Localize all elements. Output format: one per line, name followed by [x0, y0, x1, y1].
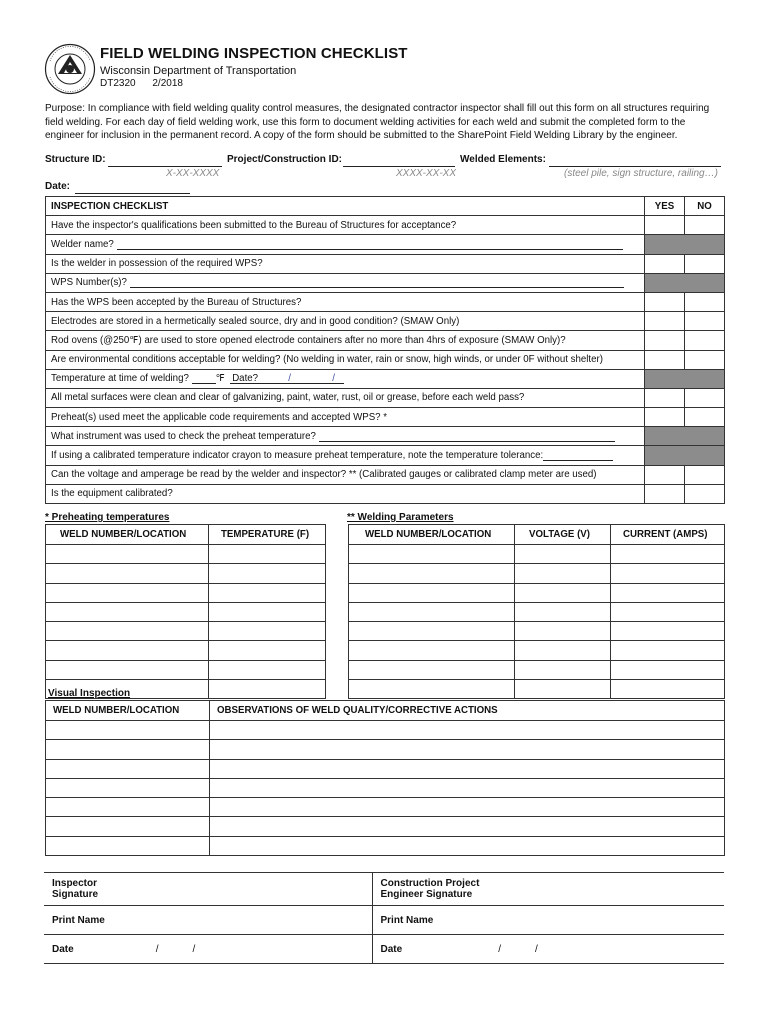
weld-location-cell[interactable]: [46, 641, 209, 660]
date-field[interactable]: [75, 182, 190, 194]
table-row: [46, 602, 326, 621]
engineer-print-name-field[interactable]: [372, 906, 724, 935]
checklist-row: [46, 273, 725, 292]
table-row: [46, 759, 725, 778]
table-row: [349, 622, 725, 641]
crayon-tolerance-field[interactable]: [543, 451, 613, 461]
welded-elements-hint: (steel pile, sign structure, railing…): [564, 168, 718, 179]
checklist-row: [46, 446, 725, 465]
date-slash: /: [288, 373, 291, 385]
shaded-cell: [645, 273, 725, 292]
structure-id-field[interactable]: [108, 155, 222, 167]
table-row: [349, 545, 725, 564]
yes-checkbox[interactable]: [645, 292, 685, 311]
checklist-row: [46, 254, 725, 273]
current-cell[interactable]: [611, 680, 725, 699]
table-row: [46, 817, 725, 836]
no-checkbox[interactable]: [685, 484, 725, 503]
visual-inspection-title: Visual Inspection: [48, 688, 131, 699]
voltage-header: VOLTAGE (V): [515, 525, 611, 545]
date-slash: /: [192, 943, 196, 955]
no-checkbox[interactable]: [685, 312, 725, 331]
welding-parameters-title: ** Welding Parameters: [347, 512, 454, 523]
date-question-label: Date?: [232, 373, 259, 385]
yes-checkbox[interactable]: [645, 216, 685, 235]
checklist-row: [46, 388, 725, 407]
checklist-question: Is the welder in possession of the required WPS?: [46, 254, 645, 273]
engineer-signature-field[interactable]: [372, 873, 724, 906]
date-slash: /: [498, 943, 501, 955]
checklist-question: [46, 235, 645, 254]
page-title: FIELD WELDING INSPECTION CHECKLIST: [100, 45, 408, 62]
table-row: [349, 564, 725, 583]
weld-location-header: WELD NUMBER/LOCATION: [46, 525, 209, 545]
checklist-row: [46, 427, 725, 446]
table-row: [46, 740, 725, 759]
weld-location-cell[interactable]: [46, 721, 210, 740]
weld-location-cell[interactable]: [46, 740, 210, 759]
fahrenheit-unit: ℉: [215, 373, 225, 385]
no-checkbox[interactable]: [685, 292, 725, 311]
yes-checkbox[interactable]: [645, 254, 685, 273]
inspection-checklist-table: [45, 196, 725, 504]
inspector-signature-label-1: Inspector: [52, 878, 98, 889]
weld-location-cell[interactable]: [46, 545, 209, 564]
print-name-label: Print Name: [52, 914, 105, 926]
checklist-question: Preheat(s) used meet the applicable code requirements and accepted WPS? *: [46, 408, 645, 427]
voltage-cell[interactable]: [515, 680, 611, 699]
current-header: CURRENT (AMPS): [611, 525, 725, 545]
temperature-date-field[interactable]: [230, 374, 344, 384]
checklist-question: All metal surfaces were clean and clear of galvanizing, paint, water, rust, oil or grease, before each weld pass?: [46, 388, 645, 407]
table-row: [46, 778, 725, 797]
table-row: [46, 798, 725, 817]
weld-location-cell[interactable]: [46, 778, 210, 797]
temperature-header: TEMPERATURE (F): [209, 525, 326, 545]
yes-checkbox[interactable]: [645, 331, 685, 350]
checklist-question: [46, 273, 645, 292]
checklist-question: [46, 427, 645, 446]
temperature-cell[interactable]: [209, 583, 326, 602]
observations-cell[interactable]: [210, 759, 725, 778]
preheat-instrument-field[interactable]: [319, 432, 615, 442]
welder-name-label: Welder name?: [51, 238, 114, 250]
observations-cell[interactable]: [210, 817, 725, 836]
checklist-question: Have the inspector's qualifications been submitted to the Bureau of Structures for acceptance?: [46, 216, 645, 235]
table-row: [349, 583, 725, 602]
shaded-cell: [645, 235, 725, 254]
yes-checkbox[interactable]: [645, 408, 685, 427]
table-row: [349, 660, 725, 679]
weld-location-cell[interactable]: [349, 641, 515, 660]
weld-location-cell[interactable]: [349, 660, 515, 679]
inspector-date-field[interactable]: [44, 935, 372, 964]
engineer-signature-label-1: Construction Project: [380, 878, 480, 889]
yes-checkbox[interactable]: [645, 465, 685, 484]
shaded-cell: [645, 369, 725, 388]
no-checkbox[interactable]: [685, 331, 725, 350]
temperature-cell[interactable]: [209, 602, 326, 621]
checklist-question: Electrodes are stored in a hermetically sealed source, dry and in good condition? (SMAW Only): [46, 312, 645, 331]
print-name-label: Print Name: [380, 914, 434, 926]
weld-location-cell[interactable]: [349, 622, 515, 641]
structure-id-hint: X-XX-XXXX: [166, 168, 220, 179]
preheating-title: * Preheating temperatures: [45, 512, 170, 523]
weld-location-cell[interactable]: [46, 602, 209, 621]
purpose-text: Purpose: In compliance with field welding quality control measures, the designated contractor inspector shall fill out this form on all structures requiring field welding. For each day of field welding work, use this form to document welding activities for each weld and submit the completed form to the engineer for inclusion in the permanent record. A copy of the form should be submitted to the SharePoint Field Welding Library by the engineer.: [45, 103, 710, 141]
preheating-table: [45, 524, 326, 699]
weld-location-cell[interactable]: [349, 583, 515, 602]
checklist-question: Are environmental conditions acceptable for welding? (No welding in water, rain or snow, high winds, or under 0F without shelter): [46, 350, 645, 369]
voltage-cell[interactable]: [515, 622, 611, 641]
yes-checkbox[interactable]: [645, 388, 685, 407]
inspector-signature-field[interactable]: [44, 873, 372, 906]
weld-location-cell[interactable]: [46, 759, 210, 778]
table-row: [46, 622, 326, 641]
engineer-date-field[interactable]: [372, 935, 724, 964]
table-row: [46, 545, 326, 564]
visual-inspection-table: [45, 700, 725, 856]
table-row: [349, 602, 725, 621]
date-row: [44, 935, 724, 964]
table-row: [46, 836, 725, 855]
visual-inspection-header-row: [46, 701, 725, 721]
no-header: NO: [685, 197, 725, 216]
table-row: [46, 660, 326, 679]
table-row: [46, 564, 326, 583]
table-row: [46, 721, 725, 740]
yes-checkbox[interactable]: [645, 350, 685, 369]
checklist-row: [46, 484, 725, 503]
no-checkbox[interactable]: [685, 408, 725, 427]
checklist-row: [46, 350, 725, 369]
welding-parameters-table: [348, 524, 725, 699]
weld-location-cell[interactable]: [349, 680, 515, 699]
weld-location-cell[interactable]: [46, 798, 210, 817]
shaded-cell: [645, 427, 725, 446]
observations-cell[interactable]: [210, 798, 725, 817]
observations-cell[interactable]: [210, 740, 725, 759]
crayon-tolerance-label: If using a calibrated temperature indicator crayon to measure preheat temperature, note the temperature tolerance:: [51, 450, 544, 462]
temperature-label: Temperature at time of welding?: [51, 373, 189, 385]
weld-location-cell[interactable]: [349, 564, 515, 583]
checklist-row: [46, 465, 725, 484]
wps-number-field[interactable]: [130, 278, 624, 288]
form-revision-date: 2/2018: [152, 78, 183, 89]
checklist-row: [46, 331, 725, 350]
date-slash: /: [534, 943, 538, 955]
checklist-row: [46, 312, 725, 331]
checklist-question: Is the equipment calibrated?: [46, 484, 645, 503]
checklist-question: [46, 369, 645, 388]
current-cell[interactable]: [611, 583, 725, 602]
voltage-cell[interactable]: [515, 545, 611, 564]
weld-location-header: WELD NUMBER/LOCATION: [349, 525, 515, 545]
project-id-hint: XXXX-XX-XX: [396, 168, 457, 179]
checklist-header-row: [46, 197, 725, 216]
current-cell[interactable]: [611, 545, 725, 564]
weld-location-cell[interactable]: [46, 583, 209, 602]
checklist-question: Rod ovens (@250℉) are used to store opened electrode containers after no more than 4hrs of exposure (SMAW Only)?: [46, 331, 645, 350]
current-cell[interactable]: [611, 660, 725, 679]
wps-number-label: WPS Number(s)?: [51, 277, 127, 289]
no-checkbox[interactable]: [685, 388, 725, 407]
print-name-row: [44, 906, 724, 935]
checklist-row: [46, 235, 725, 254]
signature-row: [44, 873, 724, 906]
no-checkbox[interactable]: [685, 216, 725, 235]
weld-location-cell[interactable]: [349, 545, 515, 564]
form-number-code: DT2320: [100, 78, 136, 89]
weld-location-cell[interactable]: [349, 602, 515, 621]
temperature-cell[interactable]: [209, 545, 326, 564]
checklist-row: [46, 408, 725, 427]
checklist-row: [46, 369, 725, 388]
no-checkbox[interactable]: [685, 254, 725, 273]
observations-cell[interactable]: [210, 721, 725, 740]
observations-cell[interactable]: [210, 836, 725, 855]
welded-elements-label: Welded Elements:: [460, 154, 546, 165]
weld-location-cell[interactable]: [46, 836, 210, 855]
no-checkbox[interactable]: [685, 465, 725, 484]
voltage-cell[interactable]: [515, 641, 611, 660]
voltage-cell[interactable]: [515, 583, 611, 602]
voltage-cell[interactable]: [515, 564, 611, 583]
yes-checkbox[interactable]: [645, 312, 685, 331]
temperature-cell[interactable]: [209, 641, 326, 660]
voltage-cell[interactable]: [515, 660, 611, 679]
yes-header: YES: [645, 197, 685, 216]
welder-name-field[interactable]: [117, 240, 623, 250]
current-cell[interactable]: [611, 622, 725, 641]
checklist-row: [46, 216, 725, 235]
form-number: [100, 78, 183, 89]
preheating-header-row: [46, 525, 326, 545]
temperature-cell[interactable]: [209, 660, 326, 679]
weld-location-cell[interactable]: [46, 660, 209, 679]
inspector-signature-label-2: Signature: [52, 889, 99, 900]
checklist-row: [46, 292, 725, 311]
preheat-instrument-label: What instrument was used to check the preheat temperature?: [51, 430, 316, 442]
yes-checkbox[interactable]: [645, 484, 685, 503]
date-slash: /: [155, 943, 159, 955]
checklist-header: INSPECTION CHECKLIST: [46, 197, 645, 216]
temperature-cell[interactable]: [209, 564, 326, 583]
checklist-question: [46, 446, 645, 465]
checklist-question: Has the WPS been accepted by the Bureau of Structures?: [46, 292, 645, 311]
signature-block: [44, 872, 724, 964]
wisdot-logo: [44, 43, 96, 95]
welding-parameters-header-row: [349, 525, 725, 545]
table-row: [46, 641, 326, 660]
project-id-label: Project/Construction ID:: [227, 154, 343, 165]
shaded-cell: [645, 446, 725, 465]
no-checkbox[interactable]: [685, 350, 725, 369]
table-row: [46, 583, 326, 602]
engineer-signature-label-2: Engineer Signature: [380, 889, 473, 900]
date-label: Date: [52, 943, 74, 955]
table-row: [349, 680, 725, 699]
current-cell[interactable]: [611, 641, 725, 660]
weld-location-cell[interactable]: [46, 622, 209, 641]
inspector-print-name-field[interactable]: [44, 906, 372, 935]
weld-location-header: WELD NUMBER/LOCATION: [46, 701, 210, 721]
date-label: Date: [380, 943, 403, 955]
current-cell[interactable]: [611, 564, 725, 583]
welded-elements-field[interactable]: [549, 155, 721, 167]
temperature-field[interactable]: [192, 374, 216, 384]
temperature-cell[interactable]: [209, 680, 326, 699]
table-row: [349, 641, 725, 660]
current-cell[interactable]: [611, 602, 725, 621]
temperature-cell[interactable]: [209, 622, 326, 641]
agency-name: Wisconsin Department of Transportation: [100, 65, 297, 77]
date-slash: /: [332, 373, 335, 385]
date-label: Date:: [45, 181, 71, 192]
project-id-field[interactable]: [343, 155, 455, 167]
weld-location-cell[interactable]: [46, 817, 210, 836]
checklist-question: Can the voltage and amperage be read by the welder and inspector? ** (Calibrated gauges or calibrated clamp meter are used): [46, 465, 645, 484]
observations-header: OBSERVATIONS OF WELD QUALITY/CORRECTIVE ACTIONS: [210, 701, 725, 721]
weld-location-cell[interactable]: [46, 564, 209, 583]
voltage-cell[interactable]: [515, 602, 611, 621]
observations-cell[interactable]: [210, 778, 725, 797]
structure-id-label: Structure ID:: [45, 154, 106, 165]
